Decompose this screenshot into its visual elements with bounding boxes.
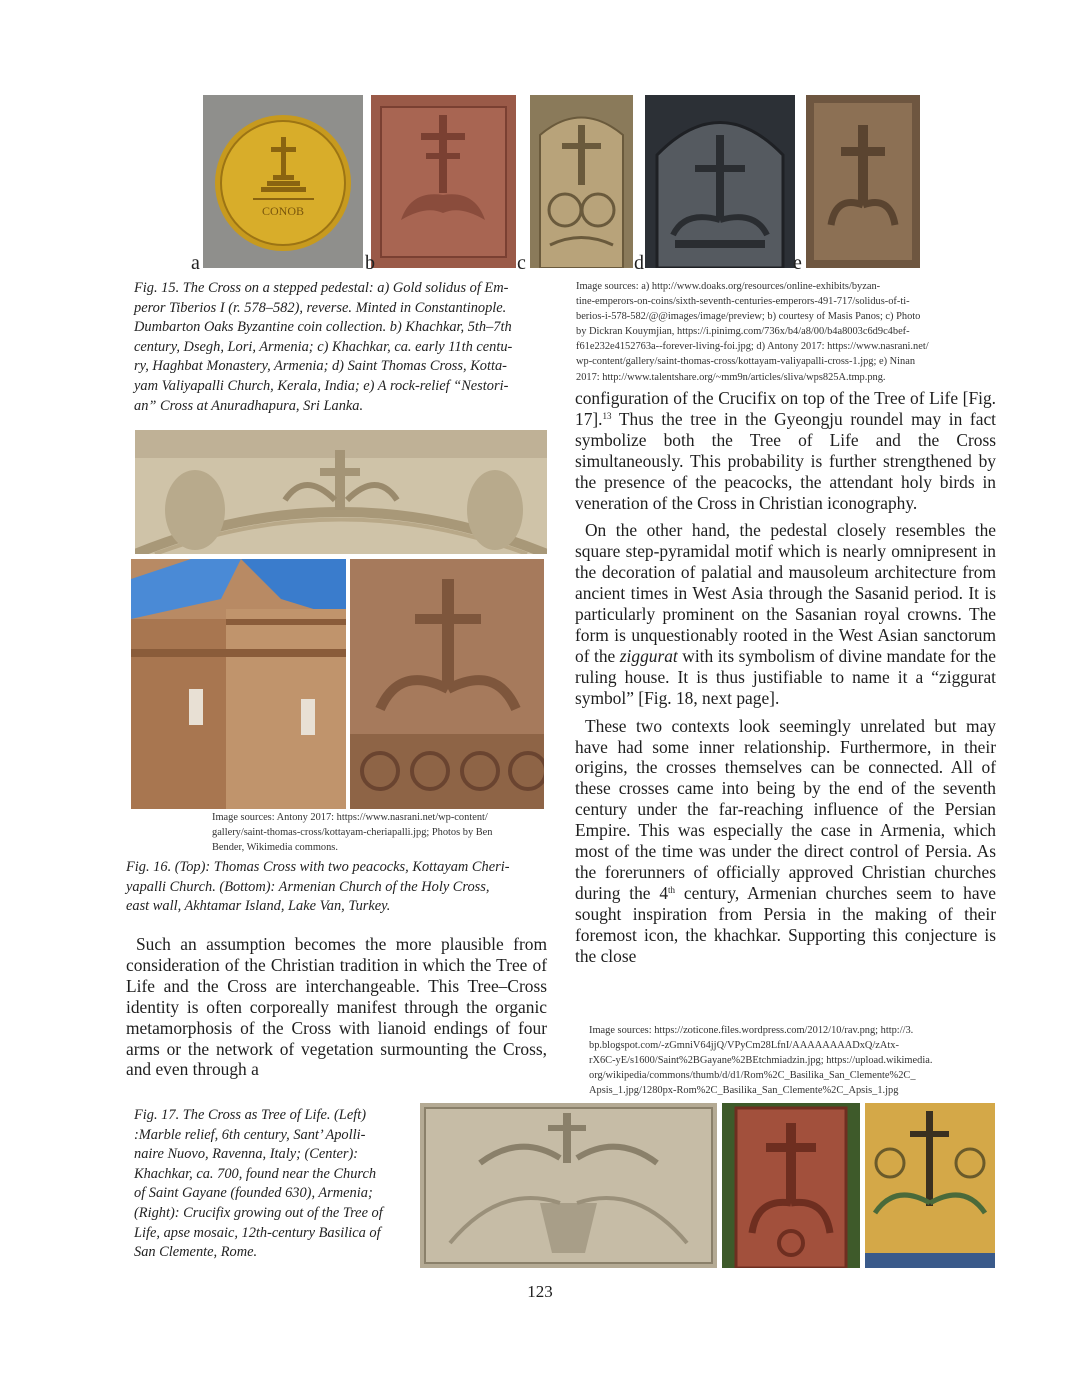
superscript: th [668, 884, 676, 895]
fig15-image-b-khachkar-dsegh [371, 95, 516, 268]
left-column-paragraph [126, 934, 547, 1080]
caption-line: an” Cross at Anuradhapura, Sri Lanka. [134, 397, 364, 414]
caption-line: San Clemente, Rome. [134, 1244, 258, 1261]
source-line: Apsis_1.jpg/1280px-Rom%2C_Basilika_San_Clemente%2C_Apsis_1.jpg [589, 1085, 899, 1097]
caption-line: ry, Haghbat Monastery, Armenia; d) Saint Thomas Cross, Kotta- [134, 358, 507, 375]
source-line: Image sources: a) http://www.doaks.org/resources/online-exhibits/byzan- [576, 281, 881, 292]
fig15-label-d: d [634, 252, 644, 274]
caption-line: Dumbarton Oaks Byzantine coin collection. b) Khachkar, 5th–7th [134, 319, 512, 336]
fig16-image-holy-cross-church [131, 559, 346, 809]
source-line: Bender, Wikimedia commons. [212, 842, 338, 854]
caption-line: peror Tiberios I (r. 578–582), reverse. Minted in Constantinople. [134, 299, 507, 316]
source-line: by Dickran Kouymjian, https://i.pinimg.com/736x/b4/a8/00/b4a8003c6d9c4bef- [576, 326, 910, 338]
paragraph-text: Such an assumption becomes the more plausible from consideration of the Christian tradition in which the Tree of Life and the Cross are interchangeable. This Tree–Cross identity is often corporeally manifest through the organic metamorphosis of the Cross with lianoid endings of four arms or the network of vegetation surmounting the Cross, and even through a [126, 934, 547, 1080]
text-run: configuration of the Crucifix on top of the Tree of Life [Fig. 17]. [575, 388, 996, 429]
caption-line: Fig. 15. The Cross on a stepped pedestal: a) Gold solidus of Em- [134, 280, 509, 296]
fig15-label-c: c [517, 252, 526, 274]
caption-line: (Right): Crucifix growing out of the Tree of [134, 1204, 383, 1221]
caption-line: yapalli Church. (Bottom): Armenian Church of the Holy Cross, [126, 878, 490, 895]
fig15-image-c-khachkar-haghbat [530, 95, 633, 268]
caption-line: east wall, Akhtamar Island, Lake Van, Turkey. [126, 898, 391, 915]
fig17-image-sources [589, 1023, 999, 1098]
fig17-image-khachkar-saint-gayane [722, 1103, 860, 1268]
source-line: gallery/saint-thomas-cross/kottayam-cheriapalli.jpg; Photos by Ben [212, 827, 493, 839]
coin-exergue: CONOB [261, 204, 305, 218]
fig16-image-thomas-cross-peacocks [135, 430, 547, 554]
caption-line: Khachkar, ca. 700, found near the Church [134, 1165, 377, 1182]
right-paragraph-1 [575, 388, 996, 513]
text-run: with its symbolism of divine mandate for the ruling house. It is thus justifiable to name it a “ziggurat symbol” [Fig. 18, next page]. [575, 645, 996, 708]
text-run: On the other hand, the pedestal closely resembles the square step-pyramidal motif which is nearly omnipresent in the decoration of palatial and mausoleum architecture from ancient times in West Asia through the Sasanid period. It is particularly prominent on the Sasanian royal crowns. The form is unquestionably rooted in the West Asian sanctorum of the [575, 520, 996, 666]
fig17-caption [134, 1106, 410, 1263]
text-run: Thus the tree in the Gyeongju roundel may in fact symbolize both the Tree of Life and the Cross simultaneously. This probability is further strengthened by the presence of the peacocks, the attendant holy birds in veneration of the Cross in Christian iconography. [575, 408, 996, 513]
right-paragraph-3 [575, 716, 996, 967]
caption-line: Fig. 16. (Top): Thomas Cross with two peacocks, Kottayam Cheri- [126, 859, 510, 875]
footnote-ref-13[interactable]: 13 [602, 410, 612, 421]
fig15-label-e: e [793, 252, 802, 274]
source-line: Image sources: Antony 2017: https://www.nasrani.net/wp-content/ [212, 812, 488, 823]
fig17-image-marble-relief-ravenna [420, 1103, 717, 1268]
source-line: 2017: http://www.talentshare.org/~mm9n/articles/sliva/wps825A.tmp.png. [576, 371, 886, 383]
caption-line: yam Valiyapalli Church, Kerala, India; e) A rock-relief “Nestori- [134, 377, 509, 394]
right-paragraph-2 [575, 520, 996, 708]
source-line: berios-i-578-582/@@images/image/preview; b) courtesy of Masis Panos; c) Photo [576, 311, 921, 323]
caption-line: Fig. 17. The Cross as Tree of Life. (Left) [134, 1107, 366, 1123]
source-line: org/wikipedia/commons/thumb/d/d1/Rom%2C_Basilika_San_Clemente%2C_ [589, 1070, 916, 1082]
caption-line: Life, apse mosaic, 12th-century Basilica of [134, 1224, 381, 1241]
source-line: f61e232e4152763a--forever-living-foi.jpg; d) Antony 2017: https://www.nasrani.net/ [576, 341, 929, 353]
source-line: Image sources: https://zoticone.files.wordpress.com/2012/10/rav.png; http://3. [589, 1025, 914, 1036]
text-run: century, Armenian churches seem to have sought inspiration from Persia in the making of their foremost icon, the khachkar. Supporting this conjecture is the close [575, 882, 996, 966]
fig15-caption [134, 279, 554, 416]
page-number: 123 [527, 1282, 553, 1301]
fig15-image-sources [576, 279, 996, 385]
caption-line: :Marble relief, 6th century, Sant’ Apolli- [134, 1126, 366, 1143]
fig15-image-e-anuradhapura-cross [806, 95, 920, 268]
caption-line: naire Nuovo, Ravenna, Italy; (Center): [134, 1146, 359, 1163]
fig15-image-d-saint-thomas-cross [645, 95, 795, 268]
fig15-image-a-gold-solidus [203, 95, 363, 268]
source-line: bp.blogspot.com/-zGmniV64jjQ/VPyCm28LfnI/AAAAAAAADxQ/zAtx- [589, 1040, 899, 1052]
fig16-image-sources [212, 810, 547, 855]
fig17-image-apse-mosaic-san-clemente [865, 1103, 995, 1268]
right-column-text [575, 388, 996, 966]
fig15-label-a: a [191, 252, 200, 274]
source-line: tine-emperors-on-coins/sixth-seventh-centuries-emperors-491-717/solidus-of-ti- [576, 296, 910, 308]
fig16-caption [126, 858, 547, 917]
fig15-label-b: b [365, 252, 375, 274]
source-line: rX6C-yE/s1600/Saint%2BGayane%2BEtchmiadzin.jpg; https://upload.wikimedia. [589, 1055, 933, 1067]
italic-term-ziggurat: ziggurat [619, 645, 678, 666]
source-line: wp-content/gallery/saint-thomas-cross/kottayam-valiyapalli-cross-1.jpg; e) Ninan [576, 356, 916, 368]
caption-line: century, Dsegh, Lori, Armenia; c) Khachkar, ca. early 11th centu- [134, 338, 513, 355]
fig16-image-cross-relief-detail [350, 559, 544, 809]
text-run: These two contexts look seemingly unrelated but may have had some inner relationship. Furthermore, in their origins, the crosses themselves can be connected. All of these crosses came into being by the end of the seventh century under the far-reaching influence of the Persian Empire. This was especially the case in Armenia, which most of the time was under the direct control of Persia. As the forerunners of officially approved Christian churches during the 4 [575, 715, 996, 903]
caption-line: of Saint Gayane (founded 630), Armenia; [134, 1185, 373, 1202]
